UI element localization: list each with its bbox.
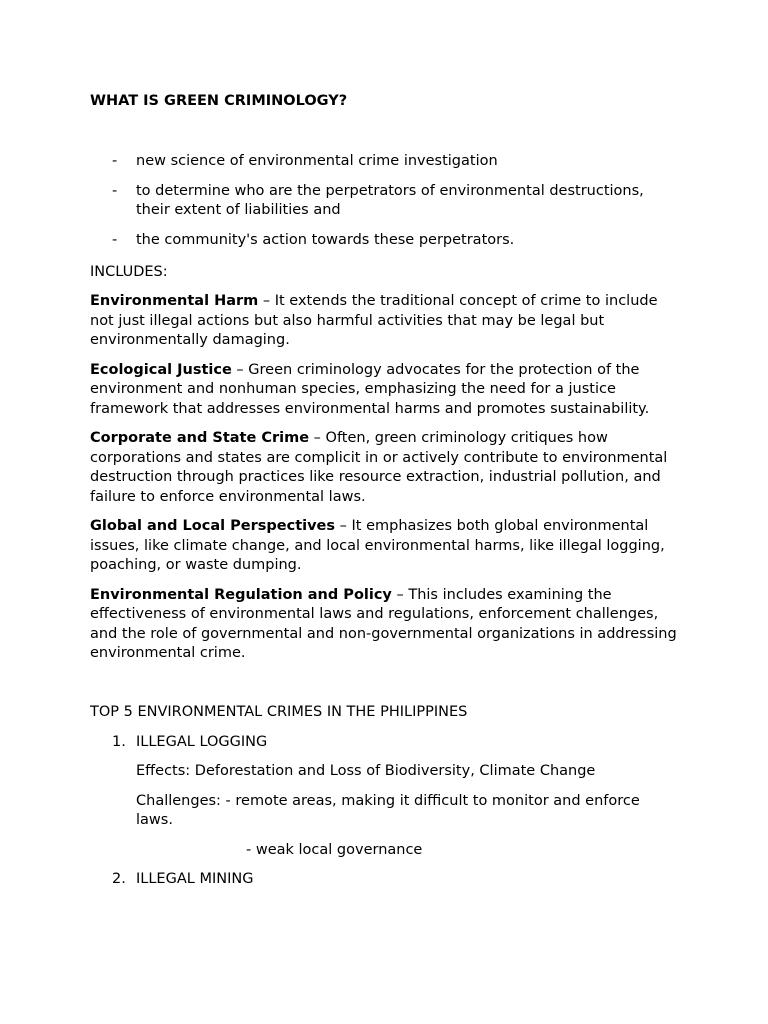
definition-text: – Often, green criminology critiques how corporations and states are complicit in or actively contribute to environmental destruction through practices like resource extraction, industrial pollution, and failure to enforce environmental laws.	[90, 430, 668, 505]
definition-paragraph	[90, 586, 680, 664]
bullet-item	[90, 182, 680, 221]
definition-term: Ecological Justice	[90, 361, 232, 378]
definition-term: Environmental Harm	[90, 293, 259, 309]
top5-heading: TOP 5 ENVIRONMENTAL CRIMES IN THE PHILIPPINES	[90, 704, 468, 720]
bullet-text: to determine who are the perpetrators of environmental destructions, their extent of liabilities and	[136, 182, 644, 218]
bullet-item	[90, 231, 680, 251]
bullet-marker: -	[112, 231, 118, 248]
item-number: 2.	[112, 871, 126, 887]
bullet-marker: -	[112, 153, 118, 169]
item-number: 1.	[112, 733, 126, 750]
includes-label: INCLUDES:	[90, 264, 168, 280]
item-challenges-continued: - weak local governance	[246, 841, 423, 858]
definitions-section	[90, 292, 680, 674]
definition-term: Global and Local Perspectives	[90, 518, 336, 534]
definition-paragraph	[90, 429, 680, 507]
definition-text: – It emphasizes both global environmental issues, like climate change, and local environmental harms, like illegal logging, poaching, or waste dumping.	[90, 518, 665, 573]
bullet-list	[90, 152, 680, 260]
definition-text: – Green criminology advocates for the protection of the environment and nonhuman species, emphasizing the need for a justice framework that addresses environmental harms and promotes sustainability.	[90, 361, 650, 417]
page-title: WHAT IS GREEN CRIMINOLOGY?	[90, 93, 348, 109]
item-challenges: Challenges: - remote areas, making it difficult to monitor and enforce laws.	[136, 792, 640, 828]
definition-paragraph	[90, 292, 680, 351]
item-effects: Effects: Deforestation and Loss of Biodiversity, Climate Change	[136, 763, 596, 779]
definition-term: Corporate and State Crime	[90, 430, 310, 446]
bullet-item	[90, 152, 680, 172]
item-label: ILLEGAL LOGGING	[136, 733, 268, 750]
numbered-item	[90, 733, 680, 753]
item-label: ILLEGAL MINING	[136, 871, 254, 887]
bullet-text: new science of environmental crime investigation	[136, 153, 498, 169]
document-page	[90, 92, 680, 887]
definition-term: Environmental Regulation and Policy	[90, 586, 392, 603]
bullet-marker: -	[112, 182, 118, 199]
definition-paragraph	[90, 361, 680, 420]
definition-text: – It extends the traditional concept of crime to include not just illegal actions but also harmful activities that may be legal but environmentally damaging.	[90, 293, 658, 348]
definition-paragraph	[90, 517, 680, 576]
top5-section	[90, 703, 680, 890]
definition-text: – This includes examining the effectiveness of environmental laws and regulations, enforcement challenges, and the role of governmental and non-governmental organizations in addressing environmental crime.	[90, 586, 677, 661]
bullet-text: the community's action towards these perpetrators.	[136, 231, 515, 248]
numbered-item	[90, 870, 680, 890]
